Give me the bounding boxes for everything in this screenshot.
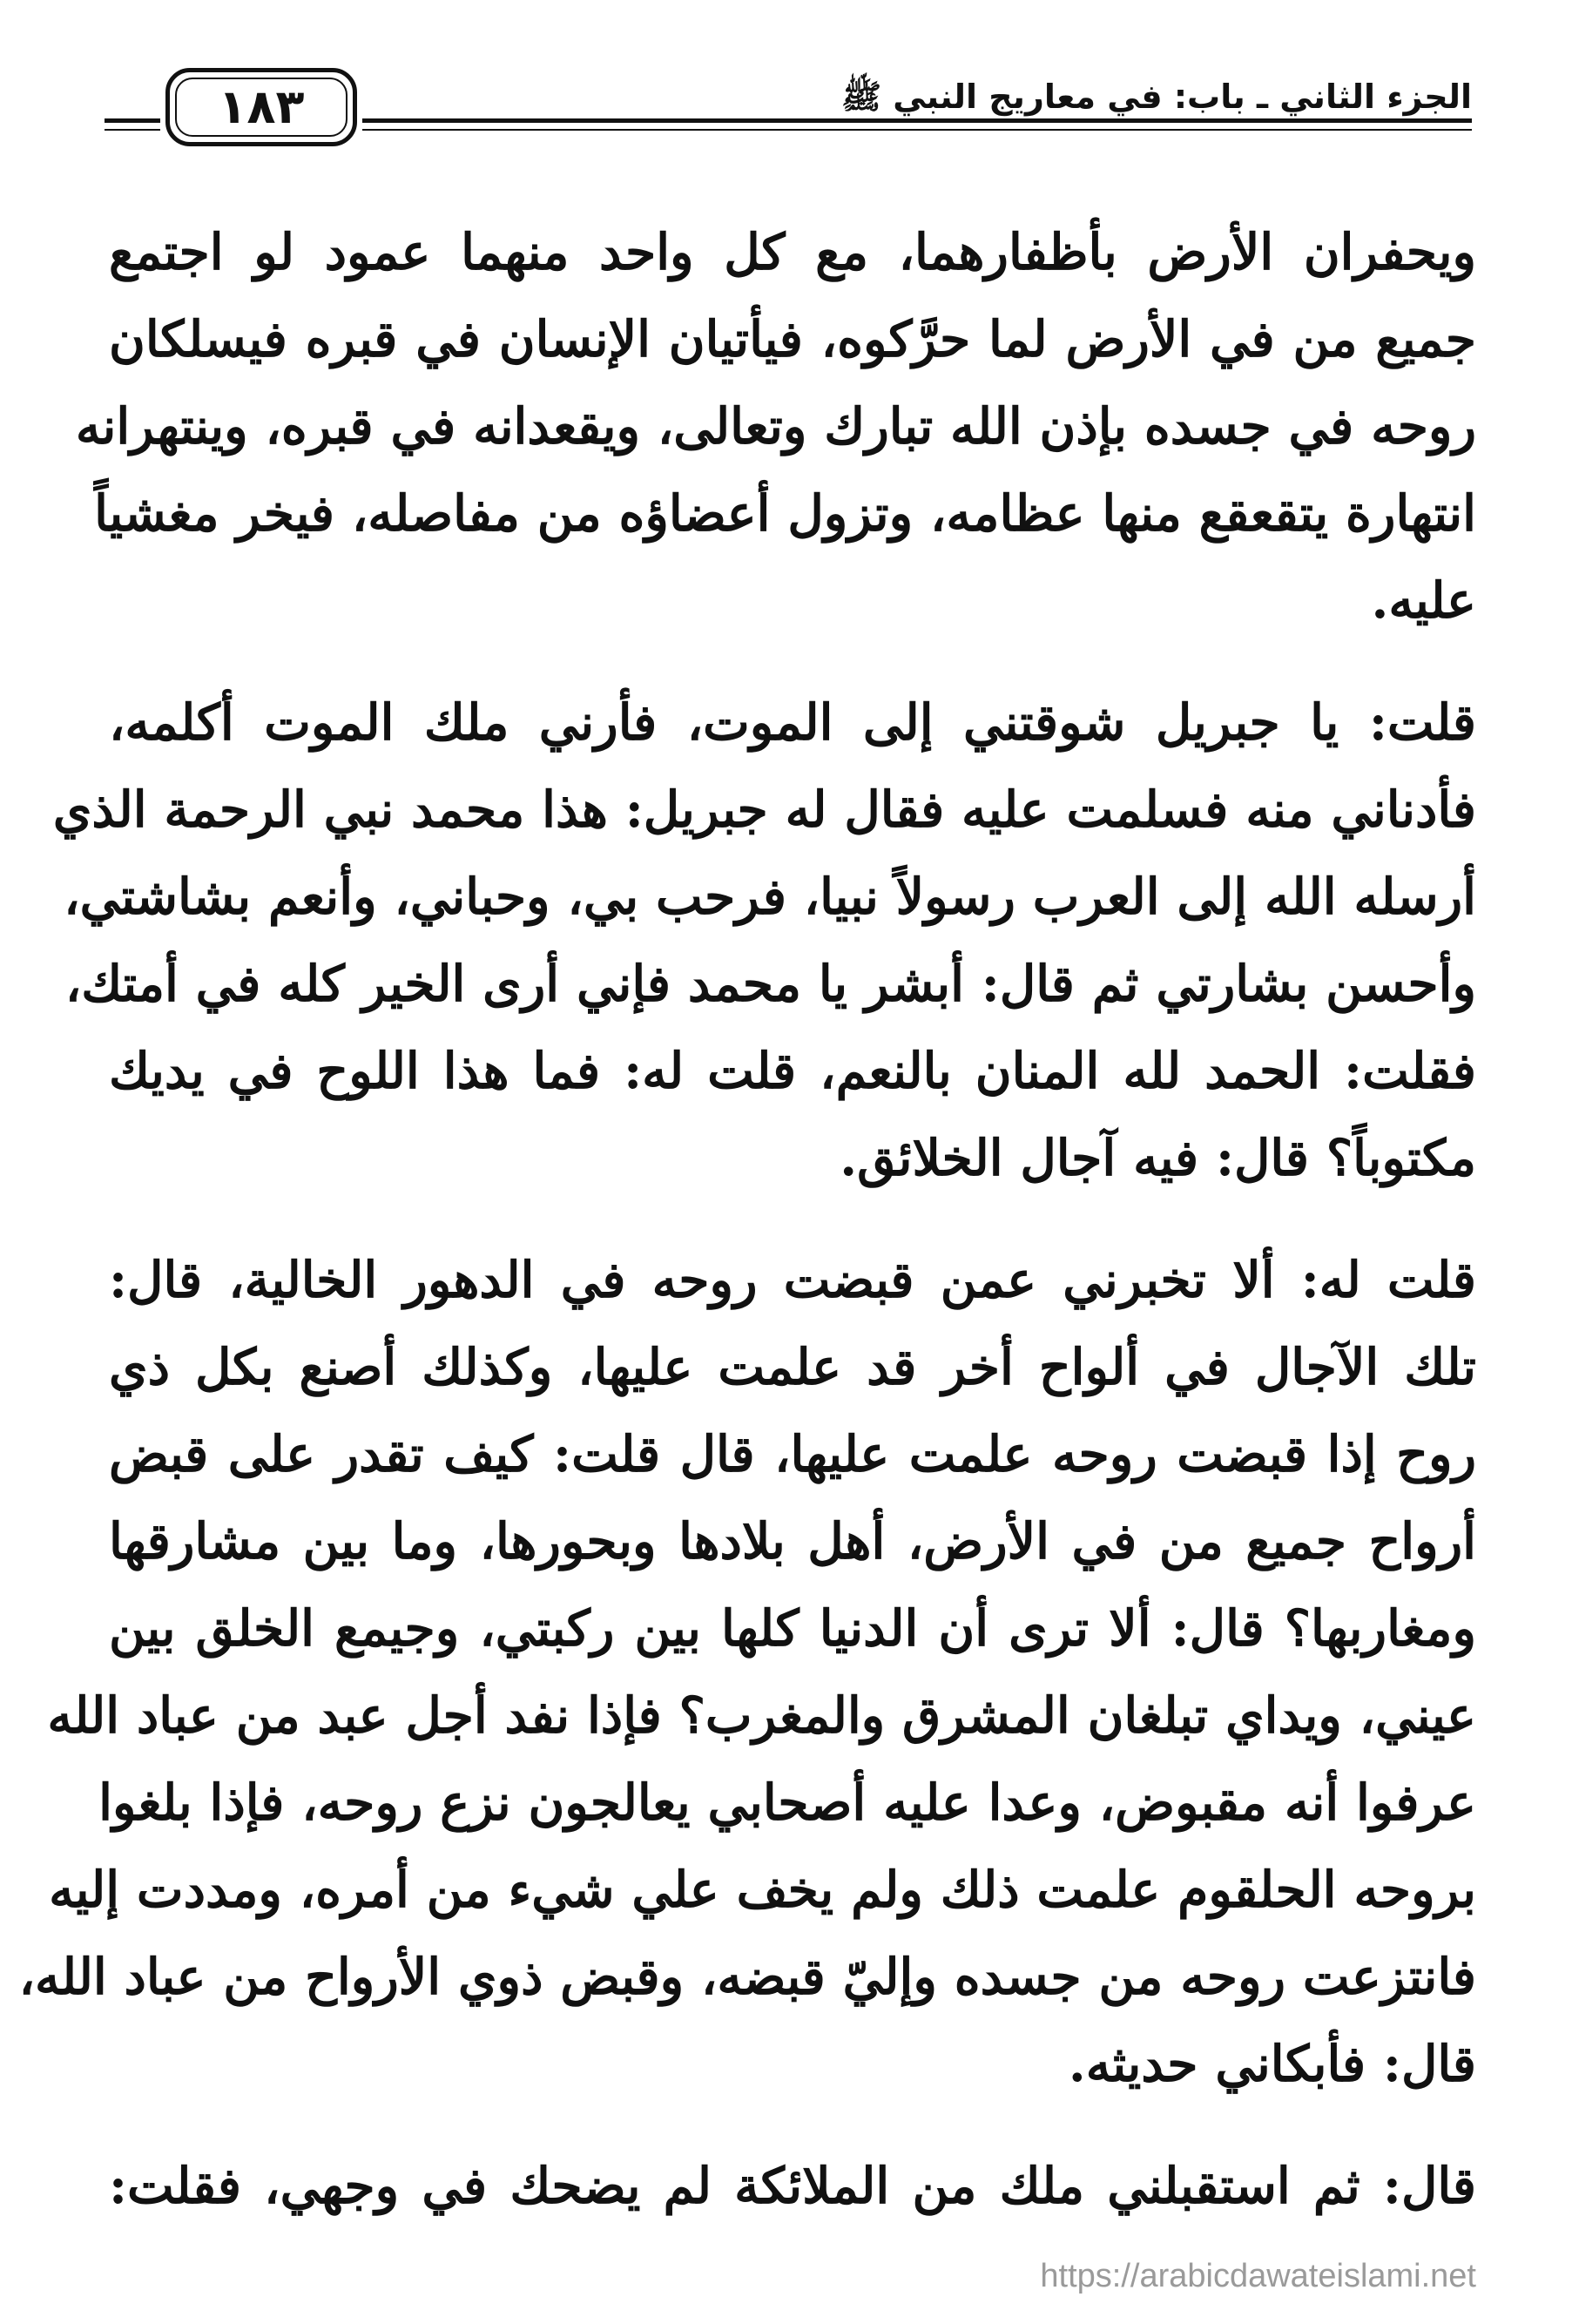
text-line: قلت له: ألا تخبرني عمن قبضت روحه في الدهور الخالية، قال:	[109, 1251, 1476, 1309]
text-line: وأحسن بشارتي ثم قال: أبشر يا محمد فإني أرى الخير كله في أمتك،	[64, 955, 1476, 1013]
running-header-title: الجزء الثاني ـ باب: في معاريج النبي ﷺ	[841, 78, 1472, 116]
body-text	[18, 209, 1476, 2230]
text-line: روحه في جسده بإذن الله تبارك وتعالى، ويقعدانه في قبره، وينتهرانه	[75, 397, 1476, 456]
text-line: قال: فأبكاني حديثه.	[1068, 2035, 1476, 2093]
text-line: فأدناني منه فسلمت عليه فقال له جبريل: هذا محمد نبي الرحمة الذي	[52, 780, 1476, 839]
page-header	[105, 68, 1472, 155]
text-line: فانتزعت روحه من جسده وإليّ قبضه، وقبض ذوي الأرواح من عباد الله،	[18, 1948, 1476, 2006]
text-line: ومغاربها؟ قال: ألا ترى أن الدنيا كلها بين ركبتي، وجيمع الخلق بين	[109, 1599, 1476, 1658]
text-line: عليه.	[1371, 571, 1476, 630]
paragraph	[18, 1237, 1476, 2108]
text-line: عرفوا أنه مقبوض، وعدا عليه أصحابي يعالجون نزع روحه، فإذا بلغوا	[98, 1773, 1476, 1832]
text-line: ويحفران الأرض بأظفارهما، مع كل واحد منهما عمود لو اجتمع	[109, 223, 1476, 281]
page-number: ١٨٣	[218, 79, 305, 134]
watermark-url: https://arabicdawateislami.net	[1040, 2258, 1476, 2294]
text-line: روح إذا قبضت روحه علمت عليها، قال قلت: كيف تقدر على قبض	[109, 1425, 1476, 1483]
text-line: مكتوباً؟ قال: فيه آجال الخلائق.	[840, 1129, 1476, 1187]
text-line: تلك الآجال في ألواح أخر قد علمت عليها، وكذلك أصنع بكل ذي	[109, 1338, 1476, 1396]
text-line: قال: ثم استقبلني ملك من الملائكة لم يضحك في وجهي، فقلت:	[109, 2157, 1476, 2215]
text-line: قلت: يا جبريل شوقتني إلى الموت، فأرني ملك الموت أكلمه،	[109, 693, 1476, 752]
paragraph	[109, 2143, 1476, 2230]
text-line: جميع من في الأرض لما حرَّكوه، فيأتيان الإنسان في قبره فيسلكان	[109, 310, 1476, 368]
text-line: أرواح جميع من في الأرض، أهل بلادها وبحورها، وما بين مشارقها	[109, 1512, 1476, 1571]
text-line: عيني، ويداي تبلغان المشرق والمغرب؟ فإذا نفد أجل عبد من عباد الله	[47, 1686, 1476, 1745]
paragraph	[52, 679, 1476, 1202]
text-line: أرسله الله إلى العرب رسولاً نبيا، فرحب بي، وحباني، وأنعم بشاشتي،	[64, 868, 1476, 926]
text-line: فقلت: الحمد لله المنان بالنعم، قلت له: فما هذا اللوح في يديك	[109, 1042, 1476, 1100]
page-number-frame	[165, 68, 357, 146]
paragraph	[75, 209, 1476, 645]
text-line: انتهارة يتقعقع منها عظامه، وتزول أعضاؤه من مفاصله، فيخر مغشياً	[94, 484, 1476, 543]
text-line: بروحه الحلقوم علمت ذلك ولم يخف علي شيء من أمره، ومددت إليه	[49, 1861, 1476, 1919]
